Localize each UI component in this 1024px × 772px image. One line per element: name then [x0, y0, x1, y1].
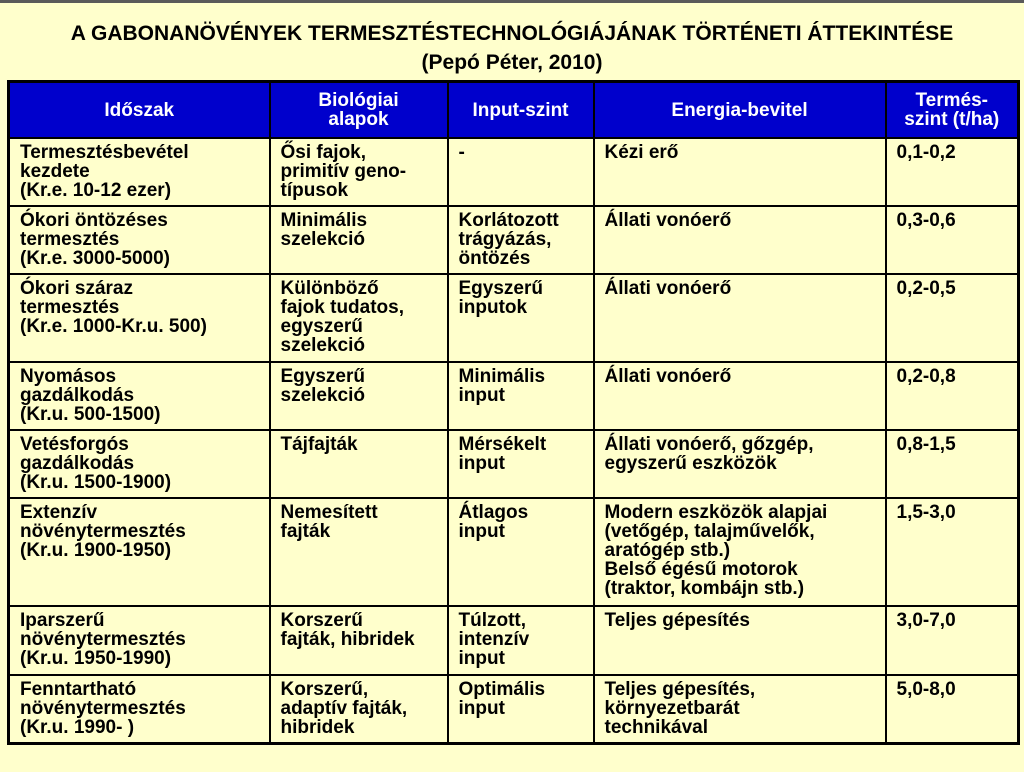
- cell-period: Vetésforgós gazdálkodás (Kr.u. 1500-1900): [9, 430, 270, 498]
- cell-input-level: Mérsékelt input: [448, 430, 594, 498]
- history-table: [7, 80, 1020, 745]
- cell-period: Extenzív növénytermesztés (Kr.u. 1900-1950): [9, 498, 270, 606]
- cell-yield-level: 1,5-3,0: [886, 498, 1019, 606]
- cell-energy-input: Állati vonóerő: [594, 362, 886, 430]
- cell-yield-level: 0,2-0,5: [886, 274, 1019, 362]
- table-row: [9, 206, 1019, 274]
- cell-input-level: Egyszerű inputok: [448, 274, 594, 362]
- cell-energy-input: Állati vonóerő: [594, 274, 886, 362]
- page-title: A GABONANÖVÉNYEK TERMESZTÉSTECHNOLÓGIÁJÁNAK TÖRTÉNETI ÁTTEKINTÉSE: [70, 22, 954, 45]
- table-row: [9, 362, 1019, 430]
- table-row: [9, 430, 1019, 498]
- table-row: [9, 675, 1019, 743]
- table-row: [9, 606, 1019, 675]
- cell-energy-input: Teljes gépesítés: [594, 606, 886, 675]
- top-border-line: [0, 0, 1024, 3]
- cell-period: Fenntartható növénytermesztés (Kr.u. 1990- ): [9, 675, 270, 743]
- header-biological-basis: Biológiai alapok: [270, 82, 448, 139]
- cell-input-level: Korlátozott trágyázás, öntözés: [448, 206, 594, 274]
- cell-biological-basis: Korszerű, adaptív fajták, hibridek: [270, 675, 448, 743]
- table-row: [9, 138, 1019, 206]
- table-row: [9, 498, 1019, 606]
- cell-biological-basis: Ősi fajok, primitív geno- típusok: [270, 138, 448, 206]
- cell-period: Nyomásos gazdálkodás (Kr.u. 500-1500): [9, 362, 270, 430]
- cell-biological-basis: Korszerű fajták, hibridek: [270, 606, 448, 675]
- cell-yield-level: 0,8-1,5: [886, 430, 1019, 498]
- cell-yield-level: 5,0-8,0: [886, 675, 1019, 743]
- cell-energy-input: Kézi erő: [594, 138, 886, 206]
- cell-period: Termesztésbevétel kezdete (Kr.e. 10-12 ezer): [9, 138, 270, 206]
- cell-biological-basis: Egyszerű szelekció: [270, 362, 448, 430]
- cell-input-level: Átlagos input: [448, 498, 594, 606]
- cell-period: Iparszerű növénytermesztés (Kr.u. 1950-1990): [9, 606, 270, 675]
- cell-energy-input: Modern eszközök alapjai (vetőgép, talajművelők, aratógép stb.) Belső égésű motorok (traktor, kombájn stb.): [594, 498, 886, 606]
- header-energy-input: Energia-bevitel: [594, 82, 886, 139]
- cell-yield-level: 0,1-0,2: [886, 138, 1019, 206]
- cell-input-level: Optimális input: [448, 675, 594, 743]
- cell-period: Ókori öntözéses termesztés (Kr.e. 3000-5000): [9, 206, 270, 274]
- cell-period: Ókori száraz termesztés (Kr.e. 1000-Kr.u. 500): [9, 274, 270, 362]
- cell-yield-level: 0,2-0,8: [886, 362, 1019, 430]
- cell-yield-level: 3,0-7,0: [886, 606, 1019, 675]
- cell-input-level: -: [448, 138, 594, 206]
- cell-biological-basis: Minimális szelekció: [270, 206, 448, 274]
- cell-yield-level: 0,3-0,6: [886, 206, 1019, 274]
- cell-energy-input: Teljes gépesítés, környezetbarát technikával: [594, 675, 886, 743]
- header-yield-level: Termés- szint (t/ha): [886, 82, 1019, 139]
- header-input-level: Input-szint: [448, 82, 594, 139]
- page-subtitle: (Pepó Péter, 2010): [421, 51, 603, 74]
- cell-energy-input: Állati vonóerő: [594, 206, 886, 274]
- cell-biological-basis: Különböző fajok tudatos, egyszerű szelekció: [270, 274, 448, 362]
- table-header-row: [9, 82, 1019, 139]
- cell-input-level: Túlzott, intenzív input: [448, 606, 594, 675]
- header-period: Időszak: [9, 82, 270, 139]
- cell-energy-input: Állati vonóerő, gőzgép, egyszerű eszközök: [594, 430, 886, 498]
- table-row: [9, 274, 1019, 362]
- cell-biological-basis: Nemesített fajták: [270, 498, 448, 606]
- cell-biological-basis: Tájfajták: [270, 430, 448, 498]
- cell-input-level: Minimális input: [448, 362, 594, 430]
